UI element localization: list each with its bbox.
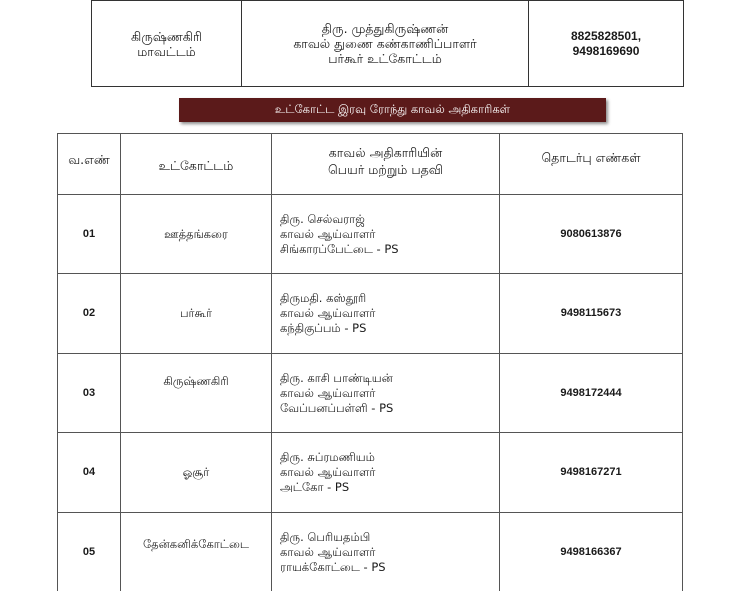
header-subdivision: உட்கோட்டம் xyxy=(158,157,234,173)
district-cell xyxy=(92,1,241,86)
table-row-2-officer: திருமதி. கஸ்தூரி காவல் ஆய்வாளர் கந்திகுப்பம் - PS xyxy=(280,291,376,335)
table-row-3-subdivision: கிருஷ்ணகிரி xyxy=(163,373,229,388)
table-row-4-officer: திரு. சுப்ரமணியம் காவல் ஆய்வாளர் அட்கோ - PS xyxy=(280,450,376,494)
table-row-1-phone: 9080613876 xyxy=(560,227,622,240)
table-row-1-officer: திரு. செல்வராஜ் காவல் ஆய்வாளர் சிங்காரப்பேட்டை - PS xyxy=(280,211,399,256)
table-row-5-subdivision: தேன்கனிக்கோட்டை xyxy=(143,536,249,551)
table-row-5-officer: திரு. பெரியதம்பி காவல் ஆய்வாளர் ராயக்கோட்டை - PS xyxy=(280,529,386,574)
section-banner xyxy=(179,98,606,122)
header-contact: தொடர்பு எண்கள் xyxy=(541,149,641,165)
table-row-4-phone: 9498167271 xyxy=(560,466,622,478)
table-row-5-phone: 9498166367 xyxy=(560,545,622,558)
table-row-1-subdivision: ஊத்தங்கரை xyxy=(164,226,228,241)
table-row-3-serial: 03 xyxy=(82,386,96,399)
table-row-4-serial: 04 xyxy=(82,466,96,478)
table-row-3-officer: திரு. காசி பாண்டியன் காவல் ஆய்வாளர் வேப்பனப்பள்ளி - PS xyxy=(280,370,394,415)
table-row-2-phone: 9498115673 xyxy=(560,307,622,319)
dsp-officer-cell xyxy=(242,1,528,86)
dsp-phone-1: 8825828501, xyxy=(570,28,642,43)
table-row-3-phone: 9498172444 xyxy=(560,386,622,399)
table-row-5-serial: 05 xyxy=(82,545,96,558)
dsp-phone-2: 9498169690 xyxy=(572,43,640,58)
header-officer: காவல் அதிகாரியின் பெயர் மற்றும் பதவி xyxy=(328,145,443,177)
banner-title: உட்கோட்ட இரவு ரோந்து காவல் அதிகாரிகள் xyxy=(274,102,511,116)
dsp-phone-cell xyxy=(529,1,683,86)
district-label: மாவட்டம் xyxy=(137,43,196,59)
table-row-2-serial: 02 xyxy=(82,307,96,319)
dsp-officer-rank: காவல் துணை கண்காணிப்பாளர் xyxy=(293,36,477,51)
table-row-1-serial: 01 xyxy=(82,227,96,240)
header-serial: வ.எண் xyxy=(68,151,110,167)
dsp-officer-name: திரு. முத்துகிருஷ்ணன் xyxy=(321,21,449,36)
table-row-2-subdivision: பர்கூர் xyxy=(179,306,213,320)
dsp-officer-subdivision: பர்கூர் உட்கோட்டம் xyxy=(328,51,442,66)
district-name: கிருஷ்ணகிரி xyxy=(131,28,202,44)
table-row-4-subdivision: ஓசூர் xyxy=(182,465,210,479)
